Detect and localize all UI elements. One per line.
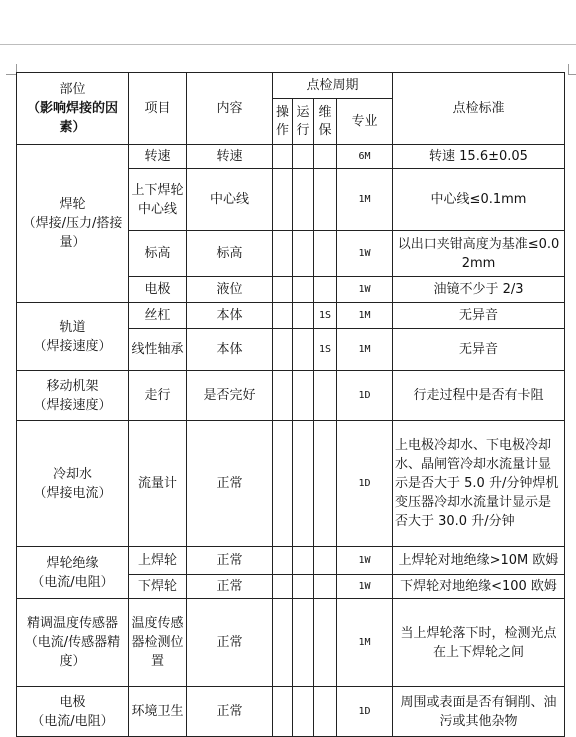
header-item: 项目	[129, 73, 187, 145]
content-cell: 本体	[187, 329, 273, 371]
maintenance-cell	[314, 599, 337, 687]
run-cell	[293, 575, 314, 599]
content-cell: 中心线	[187, 169, 273, 231]
part-cell	[17, 687, 129, 737]
operation-cell	[273, 687, 293, 737]
run-cell	[293, 303, 314, 329]
professional-cell: 1W	[337, 277, 393, 303]
maintenance-cell	[314, 575, 337, 599]
professional-cell: 1M	[337, 329, 393, 371]
run-cell	[293, 599, 314, 687]
operation-cell	[273, 421, 293, 547]
maintenance-cell: 1S	[314, 303, 337, 329]
run-cell	[293, 277, 314, 303]
header-part	[17, 73, 129, 145]
inspection-table	[16, 72, 565, 737]
run-cell	[293, 231, 314, 277]
maintenance-cell	[314, 277, 337, 303]
content-cell: 转速	[187, 145, 273, 169]
part-name: 焊轮绝缘	[46, 555, 99, 571]
professional-cell: 1M	[337, 169, 393, 231]
professional-cell: 1M	[337, 599, 393, 687]
maintenance-cell	[314, 687, 337, 737]
header-content: 内容	[187, 73, 273, 145]
page-header-line	[0, 44, 576, 45]
operation-cell	[273, 303, 293, 329]
maintenance-cell	[314, 231, 337, 277]
content-cell: 正常	[187, 421, 273, 547]
table-row	[17, 421, 565, 547]
item-cell: 温度传感器检测位置	[129, 599, 187, 687]
item-cell: 电极	[129, 277, 187, 303]
header-part-title: 部位	[59, 82, 86, 97]
standard-cell: 无异音	[393, 303, 565, 329]
part-factor: （电流/传感器精度）	[24, 635, 121, 669]
header-maintenance: 维保	[314, 99, 337, 145]
content-cell: 正常	[187, 599, 273, 687]
part-factor: （焊接速度）	[33, 397, 112, 413]
maintenance-cell	[314, 169, 337, 231]
operation-cell	[273, 145, 293, 169]
professional-cell: 1D	[337, 687, 393, 737]
content-cell: 正常	[187, 575, 273, 599]
table-row	[17, 599, 565, 687]
part-name: 冷却水	[52, 466, 92, 482]
maintenance-cell	[314, 421, 337, 547]
item-cell: 上下焊轮中心线	[129, 169, 187, 231]
header-row-1	[17, 73, 565, 99]
operation-cell	[273, 329, 293, 371]
run-cell	[293, 421, 314, 547]
header-operation: 操作	[273, 99, 293, 145]
table-row	[17, 547, 565, 575]
maintenance-cell	[314, 547, 337, 575]
standard-cell: 行走过程中是否有卡阻	[393, 371, 565, 421]
run-cell	[293, 169, 314, 231]
table-row	[17, 687, 565, 737]
item-cell: 流量计	[129, 421, 187, 547]
professional-cell: 6M	[337, 145, 393, 169]
run-cell	[293, 329, 314, 371]
part-name: 精调温度传感器	[26, 616, 118, 631]
operation-cell	[273, 599, 293, 687]
professional-cell: 1W	[337, 231, 393, 277]
operation-cell	[273, 547, 293, 575]
part-cell	[17, 145, 129, 303]
standard-cell: 下焊轮对地绝缘<100 欧姆	[393, 575, 565, 599]
run-cell	[293, 371, 314, 421]
standard-cell: 上电极冷却水、下电极冷却水、晶闸管冷却水流量计显示是否大于 5.0 升/分钟焊机变压器冷却水流量计显示是否大于 30.0 升/分钟	[393, 421, 565, 547]
professional-cell: 1W	[337, 547, 393, 575]
standard-cell: 油镜不少于 2/3	[393, 277, 565, 303]
content-cell: 正常	[187, 687, 273, 737]
content-cell: 是否完好	[187, 371, 273, 421]
part-factor: （焊接电流）	[33, 485, 112, 501]
part-cell	[17, 371, 129, 421]
content-cell: 标高	[187, 231, 273, 277]
professional-cell: 1D	[337, 371, 393, 421]
run-cell	[293, 145, 314, 169]
operation-cell	[273, 277, 293, 303]
header-part-factor: （影响焊接的因素）	[26, 101, 118, 135]
page-corner-mark-right	[568, 64, 576, 75]
professional-cell: 1M	[337, 303, 393, 329]
run-cell	[293, 687, 314, 737]
part-name: 焊轮	[59, 197, 86, 212]
part-cell	[17, 599, 129, 687]
standard-cell: 无异音	[393, 329, 565, 371]
item-cell: 走行	[129, 371, 187, 421]
item-cell: 下焊轮	[129, 575, 187, 599]
header-standard: 点检标准	[393, 73, 565, 145]
part-factor: （电流/电阻）	[31, 574, 114, 590]
header-cycle: 点检周期	[273, 73, 393, 99]
item-cell: 丝杠	[129, 303, 187, 329]
content-cell: 本体	[187, 303, 273, 329]
standard-cell: 周围或表面是否有铜削、油污或其他杂物	[393, 687, 565, 737]
table-row	[17, 371, 565, 421]
operation-cell	[273, 231, 293, 277]
maintenance-cell	[314, 371, 337, 421]
part-name: 移动机架	[46, 378, 99, 394]
content-cell: 液位	[187, 277, 273, 303]
standard-cell: 当上焊轮落下时，检测光点在上下焊轮之间	[393, 599, 565, 687]
table-row	[17, 145, 565, 169]
header-professional: 专业	[337, 99, 393, 145]
part-cell	[17, 303, 129, 371]
item-cell: 标高	[129, 231, 187, 277]
part-cell	[17, 547, 129, 599]
part-name: 电极	[59, 694, 86, 710]
operation-cell	[273, 575, 293, 599]
part-factor: （焊接/压力/搭接量）	[22, 216, 123, 250]
content-cell: 正常	[187, 547, 273, 575]
run-cell	[293, 547, 314, 575]
maintenance-cell	[314, 145, 337, 169]
operation-cell	[273, 169, 293, 231]
item-cell: 上焊轮	[129, 547, 187, 575]
table-row	[17, 303, 565, 329]
operation-cell	[273, 371, 293, 421]
professional-cell: 1D	[337, 421, 393, 547]
header-run: 运行	[293, 99, 314, 145]
maintenance-cell: 1S	[314, 329, 337, 371]
standard-cell: 上焊轮对地绝缘>10M 欧姆	[393, 547, 565, 575]
item-cell: 转速	[129, 145, 187, 169]
item-cell: 环境卫生	[129, 687, 187, 737]
item-cell: 线性轴承	[129, 329, 187, 371]
part-name: 轨道	[59, 319, 86, 335]
standard-cell: 中心线≤0.1mm	[393, 169, 565, 231]
part-factor: （电流/电阻）	[31, 713, 114, 729]
standard-cell: 转速 15.6±0.05	[393, 145, 565, 169]
part-cell	[17, 421, 129, 547]
professional-cell: 1W	[337, 575, 393, 599]
part-factor: （焊接速度）	[33, 338, 112, 354]
standard-cell: 以出口夹钳高度为基准≤0.02mm	[393, 231, 565, 277]
